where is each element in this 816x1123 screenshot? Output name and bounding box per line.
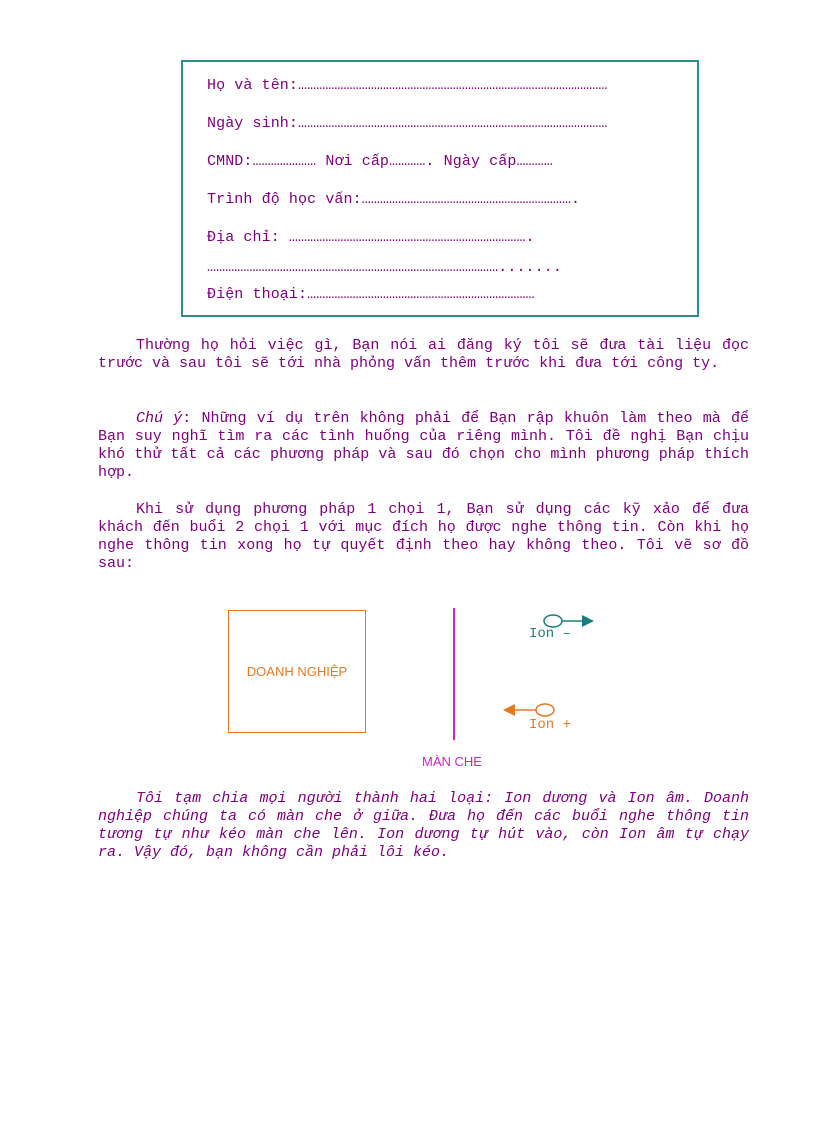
form-full-name: Họ và tên:………………………………………………………………………………………… xyxy=(207,77,608,94)
screen-label: MÀN CHE xyxy=(422,754,482,769)
form-phone: Điện thoại:………………………………………………………………… xyxy=(207,286,535,303)
paragraph-1-text: Thường họ hỏi việc gì, Bạn nói ai đăng ký tôi sẽ đưa tài liệu đọc trước và sau tôi sẽ tới nhà phỏng vấn thêm trước khi đưa tới công ty. xyxy=(98,337,749,372)
ion-positive-arrow-icon xyxy=(503,704,554,716)
paragraph-2-text: : Những ví dụ trên không phải để Bạn rập khuôn làm theo mà để Bạn suy nghĩ tìm ra các tình huống của riêng mình. Tôi đề nghị Bạn chịu khó thử tất cả các phương pháp và sau đó chọn cho mình phương pháp thích hợp. xyxy=(98,410,750,481)
note-label: Chú ý xyxy=(136,410,183,427)
form-address: Địa chỉ: ……………………………………………………………………. xyxy=(207,229,535,246)
form-id-line: CMND:………………… Nơi cấp…………. Ngày cấp………… xyxy=(207,153,553,170)
ion-diagram xyxy=(200,600,620,780)
paragraph-2 xyxy=(98,410,749,482)
paragraph-3-text: Khi sử dụng phương pháp 1 chọi 1, Bạn sử dụng các kỹ xảo để đưa khách đến buổi 2 chọi 1 với mục đích họ được nghe thông tin. Còn khi họ nghe thông tin xong họ tự quyết định theo hay không theo. Tôi vẽ sơ đồ sau: xyxy=(98,501,749,572)
form-birth-date: Ngày sinh:………………………………………………………………………………………… xyxy=(207,115,608,132)
paragraph-4 xyxy=(98,790,749,862)
business-label: DOANH NGHIỆP xyxy=(246,664,348,679)
ion-negative-label: Ion – xyxy=(529,626,572,642)
paragraph-3 xyxy=(98,501,749,573)
ion-positive-label: Ion + xyxy=(529,717,572,733)
paragraph-1 xyxy=(98,337,749,373)
paragraph-4-text: Tôi tạm chia mọi người thành hai loại: Ion dương và Ion âm. Doanh nghiệp chúng ta có màn che ở giữa. Đưa họ đến các buổi nghe thông tin tương tự như kéo màn che lên. Ion dương tự hút vào, còn Ion âm tự chạy ra. Vậy đó, bạn không cần phải lôi kéo. xyxy=(98,790,749,861)
form-education: Trình độ học vấn:……………………………………………………………. xyxy=(207,191,581,208)
personal-info-form xyxy=(181,60,699,317)
form-address-continued: ……………………………………………………………………………………....... xyxy=(207,259,562,276)
